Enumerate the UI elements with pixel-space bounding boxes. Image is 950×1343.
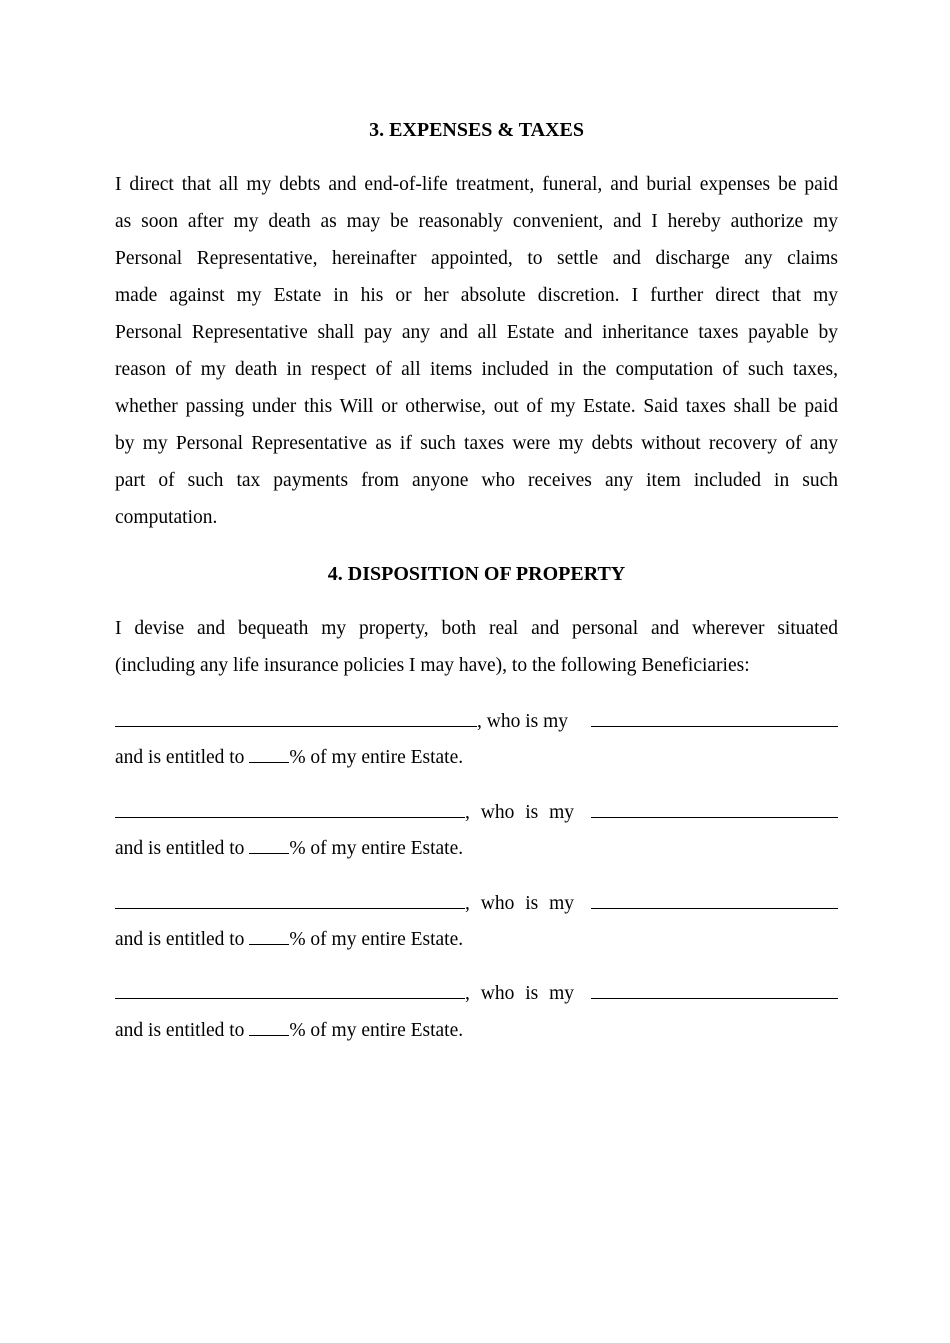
beneficiary-row <box>115 799 838 825</box>
beneficiary-share-row <box>115 744 838 770</box>
section-3-line: computation. <box>115 507 218 528</box>
section-3-line: made against my Estate in his or her absolute discretion. I further direct that my <box>115 285 838 306</box>
beneficiary-name-field[interactable] <box>115 708 477 727</box>
who-is-my-text: , who is my <box>465 802 575 823</box>
beneficiary-name-field[interactable] <box>115 799 465 818</box>
section-3-line: Personal Representative, hereinafter appointed, to settle and discharge any claims <box>115 248 838 269</box>
beneficiary-name-group <box>115 980 574 1006</box>
entitled-suffix-text: % of my entire Estate. <box>289 929 464 950</box>
entitled-suffix-text: % of my entire Estate. <box>289 1020 464 1041</box>
beneficiary-relation-field[interactable] <box>591 799 838 818</box>
beneficiary-row <box>115 708 838 734</box>
beneficiary-name-group <box>115 890 574 916</box>
beneficiary-percent-field[interactable] <box>249 926 289 945</box>
beneficiary-percent-field[interactable] <box>249 744 289 763</box>
beneficiary-relation-field[interactable] <box>591 980 838 999</box>
entitled-suffix-text: % of my entire Estate. <box>289 838 464 859</box>
section-4-intro <box>115 610 838 684</box>
section-3-heading: 3. EXPENSES & TAXES <box>369 119 584 141</box>
section-4-heading: 4. DISPOSITION OF PROPERTY <box>327 563 626 585</box>
who-is-my-text: , who is my <box>465 983 575 1004</box>
beneficiary-percent-field[interactable] <box>249 835 289 854</box>
beneficiary-row <box>115 890 838 916</box>
beneficiary-name-field[interactable] <box>115 980 465 999</box>
who-is-my-text: , who is my <box>477 711 569 732</box>
beneficiary-share-row <box>115 926 838 952</box>
entitled-prefix-text: and is entitled to <box>115 838 245 859</box>
beneficiary-percent-field[interactable] <box>249 1017 289 1036</box>
beneficiary-name-field[interactable] <box>115 890 465 909</box>
section-3-line: reason of my death in respect of all items included in the computation of such taxes, <box>115 359 838 380</box>
section-3-line: I direct that all my debts and end-of-life treatment, funeral, and burial expenses be paid <box>115 174 838 195</box>
section-3-body <box>115 166 838 536</box>
section-3-line: as soon after my death as may be reasonably convenient, and I hereby authorize my <box>115 211 838 232</box>
section-3-line: by my Personal Representative as if such taxes were my debts without recovery of any <box>115 433 838 454</box>
beneficiary-relation-field[interactable] <box>591 890 838 909</box>
who-is-my-text: , who is my <box>465 893 575 914</box>
section-3-line: part of such tax payments from anyone who receives any item included in such <box>115 470 838 491</box>
section-4-line: I devise and bequeath my property, both real and personal and wherever situated <box>115 618 838 639</box>
section-3-line: whether passing under this Will or otherwise, out of my Estate. Said taxes shall be paid <box>115 396 838 417</box>
entitled-prefix-text: and is entitled to <box>115 929 245 950</box>
beneficiary-name-group <box>115 708 568 734</box>
entitled-prefix-text: and is entitled to <box>115 747 245 768</box>
beneficiary-name-group <box>115 799 574 825</box>
beneficiary-share-row <box>115 835 838 861</box>
entitled-prefix-text: and is entitled to <box>115 1020 245 1041</box>
beneficiary-row <box>115 980 838 1006</box>
section-4-line: (including any life insurance policies I may have), to the following Beneficiaries: <box>115 655 750 676</box>
beneficiary-share-row <box>115 1017 838 1043</box>
section-3-line: Personal Representative shall pay any and all Estate and inheritance taxes payable by <box>115 322 838 343</box>
entitled-suffix-text: % of my entire Estate. <box>289 747 464 768</box>
beneficiary-relation-field[interactable] <box>591 708 838 727</box>
